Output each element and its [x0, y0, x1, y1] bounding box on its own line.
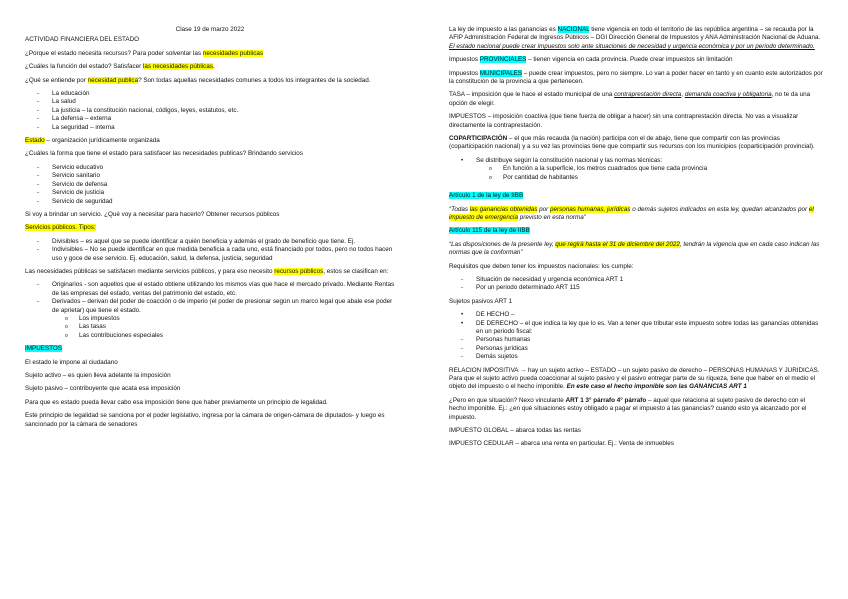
impuesto-global: IMPUESTO GLOBAL – abarca todas las rentas — [449, 427, 581, 435]
highlight: Estado — [25, 137, 45, 145]
highlight: Servicios públicos. Tipos: — [25, 224, 96, 232]
right-column — [449, 26, 824, 454]
list-item: - Personas humanas — [449, 336, 824, 344]
derivados-sublist — [25, 315, 395, 340]
highlight: NACIONAL — [557, 26, 590, 33]
question-2: ¿Cuáles la función del estado? Satisfacer las necesidades públicas. — [25, 63, 215, 71]
highlight: IMPUESTOS — [25, 345, 62, 353]
paragraph: Sujeto activo – es quien lleva adelante la imposición — [25, 372, 171, 379]
list-item: - Servicio sanitario — [25, 172, 395, 180]
list-item: o Las contribuciones especiales — [25, 332, 395, 340]
page-title: Clase 19 de marzo 2022 — [175, 26, 245, 33]
list-item: - Indivisibles – No se puede identificar en que medida beneficia a cada uno, está financiado por todos, pero no todos hacen uso y goce de ese servicio. Ej. educación, salud, la defensa, justicia, seguridad — [25, 246, 395, 263]
distrib-sublist — [449, 165, 824, 182]
highlight: recursos públicos — [274, 267, 324, 275]
highlight: Artículo 115 de la ley de IIBB — [449, 227, 530, 235]
list-item: - Originarios - son aquellos que el estado obtiene utilizando los mismos vías que hace el mercado privado. Mediante Rentas de las empresas del estado, ventas del patrimonio del estado, etc. — [25, 281, 395, 298]
tipos-list — [25, 238, 395, 263]
question-5: Si voy a brindar un servicio. ¿Qué voy a necesitar para hacerlo? Obtener recursos públicos — [25, 210, 280, 218]
highlight: el impuesto de emergencia — [449, 205, 814, 221]
list-item: o En función a la superficie, los metros cuadrados que tiene cada provincia — [449, 165, 824, 173]
question-1: ¿Porque el estado necesita recursos? Para poder solventar las necesidades publicas — [25, 49, 264, 57]
list-item: • DE DERECHO – el que indica la ley que lo es. Van a tener que tributar este impuesto sobre todas las ganancias obtenidas en un periodo fiscal: — [449, 320, 824, 337]
requisitos-list — [449, 276, 824, 293]
quote-articulo-1: “Todas las ganancias obtenidas por personas humanas, jurídicas o demás sujetos indicados en esta ley, quedan alcanzados por el impuesto de emergencia previsto en esta norma” — [449, 205, 814, 221]
list-item: - La salud — [25, 98, 395, 106]
left-column — [25, 26, 395, 434]
impuestos-heading — [25, 345, 395, 353]
hecho-list — [449, 311, 824, 336]
list-item: - La defensa – externa — [25, 115, 395, 123]
coparticipacion-paragraph: COPARTICIPACIÓN – el que más recauda (la nación) participa con el de abajo, tiene que compartir con las provincias (coparticipación nacional) y a su vez las provincias tiene que compartir sus recursos con los municipios (coparticipación provincial). — [449, 135, 815, 151]
question-3: ¿Qué se entiende por necesidad publica? Son todas aquellas necesidades comunes a todos los integrantes de la sociedad. — [25, 76, 371, 84]
services-list — [25, 164, 395, 206]
list-item: - Situación de necesidad y urgencia económica ART 1 — [449, 276, 824, 284]
list-item: - La educación — [25, 90, 395, 98]
distrib-list — [449, 157, 824, 165]
list-item: - Servicio de justicia — [25, 189, 395, 197]
highlight: las ganancias obtenidas — [469, 205, 538, 213]
highlight: personas humanas, jurídicas — [549, 205, 631, 213]
highlight: PROVINCIALES — [479, 56, 527, 64]
list-item: - Servicio de defensa — [25, 181, 395, 189]
estado-definition: Estado – organización jurídicamente organizada — [25, 137, 160, 145]
list-item: - La seguridad – interna — [25, 124, 395, 132]
nacional-paragraph: La ley de impuesto a las ganancias es NACIONAL tiene vigencia en todo el territorio de las república argentina – se recauda por la AFIP Administración Federal de Ingresos Públicos – DGI Dirección General de Impuestos y ANA Administración Nacional de Aduana. El estado nacional puede crear impuestos solo ante situaciones de necesidad y urgencia económica y por un periodo determinado. — [449, 26, 821, 50]
municipales-paragraph: Impuestos MUNICIPALES – puede crear impuestos, pero no siempre. Lo van a poder hacer en tanto y en cuanto este autorizados por la constitución de la provincia a que pertenecen. — [449, 69, 823, 86]
highlight: necesidades publicas — [202, 49, 264, 57]
tipos-heading — [25, 224, 395, 232]
requisitos-paragraph: Requisitos que deben tener los impuestos nacionales: los cumple: — [449, 262, 634, 270]
highlight: MUNICIPALES — [479, 69, 523, 77]
list-item: - Demás sujetos — [449, 353, 824, 361]
recursos-list — [25, 281, 395, 315]
arrow-icon: → — [519, 366, 527, 374]
paragraph: Este principio de legalidad se sanciona por el poder legislativo, ingresa por la cámara de origen-cámara de diputados- y luego es sancionado por la cámara de senadores — [25, 412, 385, 428]
sujetos-pasivos: Sujetos pasivos ART 1 — [449, 297, 513, 305]
recursos-intro: Las necesidades públicas se satisfacen mediante servicios públicos, y para eso necesito recursos públicos, estos se clasifican en: — [25, 267, 389, 275]
articulo-115-heading — [449, 227, 824, 235]
relacion-impositiva: RELACION IMPOSITIVA → hay un sujeto activo – ESTADO – un sujeto pasivo de derecho – PERSONAS HUMANAS Y JURIDICAS. Para que el sujeto activo pueda coaccionar al sujeto pasivo y el pasivo entregar parte de su riqueza, tiene que haber en el medio el objeto del impuesto o el hecho imponible. En este caso el hecho imponible son las GANANCIAS ART 1 — [449, 366, 820, 391]
list-item: o Las tasas — [25, 323, 395, 331]
paragraph: Para que es estado pueda llevar cabo esa imposición tiene que haber previamente un principio de legalidad. — [25, 398, 328, 406]
provinciales-paragraph: Impuestos PROVINCIALES – tienen vigencia en cada provincia. Puede crear impuestos sin limitación — [449, 56, 733, 64]
list-item: • Se distribuye según la constitución nacional y las normas técnicas: — [449, 157, 824, 165]
list-item: - Personas jurídicas — [449, 345, 824, 353]
list-item: - Servicio educativo — [25, 164, 395, 172]
highlight: necesidad publica — [87, 76, 139, 84]
highlight: que regirá hasta el 31 de diciembre del 2022 — [555, 240, 680, 248]
list-item: • DE HECHO – — [449, 311, 824, 319]
highlight: Artículo 1 de la ley de IIBB — [449, 192, 524, 200]
list-item: o Los impuestos — [25, 315, 395, 323]
list-item: o Por cantidad de habitantes — [449, 174, 824, 182]
impuestos-paragraph: IMPUESTOS – imposición coactiva (que tiene fuerza de obligar a hacer) sin una contraprestación directa. No vas a visualizar directamente la contraprestación. — [449, 113, 799, 129]
articulo-1-heading — [449, 192, 824, 200]
quote-articulo-115: “Las disposiciones de la presente ley, que regirá hasta el 31 de diciembre del 2022, tendrán la vigencia que en cada caso indican las normas que la conforman” — [449, 240, 820, 257]
list-item: - Derivados – derivan del poder de coacción o de imperio (el poder de presionar según un marco legal que abale ese poder de aprietar) que tiene el estado. — [25, 298, 395, 315]
question-4: ¿Cuáles la forma que tiene el estado para satisfacer las necesidades publicas? Brindando servicios — [25, 150, 303, 158]
highlight: las necesidades públicas — [142, 63, 213, 71]
section-heading: ACTIVIDAD FINANCIERA DEL ESTADO — [25, 36, 140, 44]
list-item: - Divisibles – es aquel que se puede identificar a quién beneficia y además el grado de beneficio que tiene. Ej. — [25, 238, 395, 246]
tasa-paragraph: TASA – imposición que le hace el estado municipal de una contraprestación directa, demanda coactiva y obligatoria, no te da una opción de elegir. — [449, 91, 811, 107]
needs-list — [25, 90, 395, 132]
impuesto-cedular: IMPUESTO CEDULAR – abarca una renta en particular. Ej.: Venta de inmuebles — [449, 440, 674, 448]
list-item: - La justicia – la constitución nacional, códigos, leyes, estatutos, etc. — [25, 107, 395, 115]
list-item: - Servicio de seguridad — [25, 198, 395, 206]
paragraph: Sujeto pasivo – contribuyente que acata esa imposición — [25, 385, 181, 393]
paragraph: El estado le impone al ciudadano — [25, 358, 118, 366]
list-item: - Por un periodo determinado ART 115 — [449, 284, 824, 292]
nexo-vinculante: ¿Pero en que situación? Nexo vinculante ART 1 3° párrafo 4° párrafo – aquel que relaciona al sujeto pasivo de derecho con el hecho imponible. Ej.: ¿en qué situaciones estoy obligado a pagar el impuesto a las ganancias? cuando esto ya alcanzado por el impuesto. — [449, 396, 807, 421]
personas-list — [449, 336, 824, 361]
